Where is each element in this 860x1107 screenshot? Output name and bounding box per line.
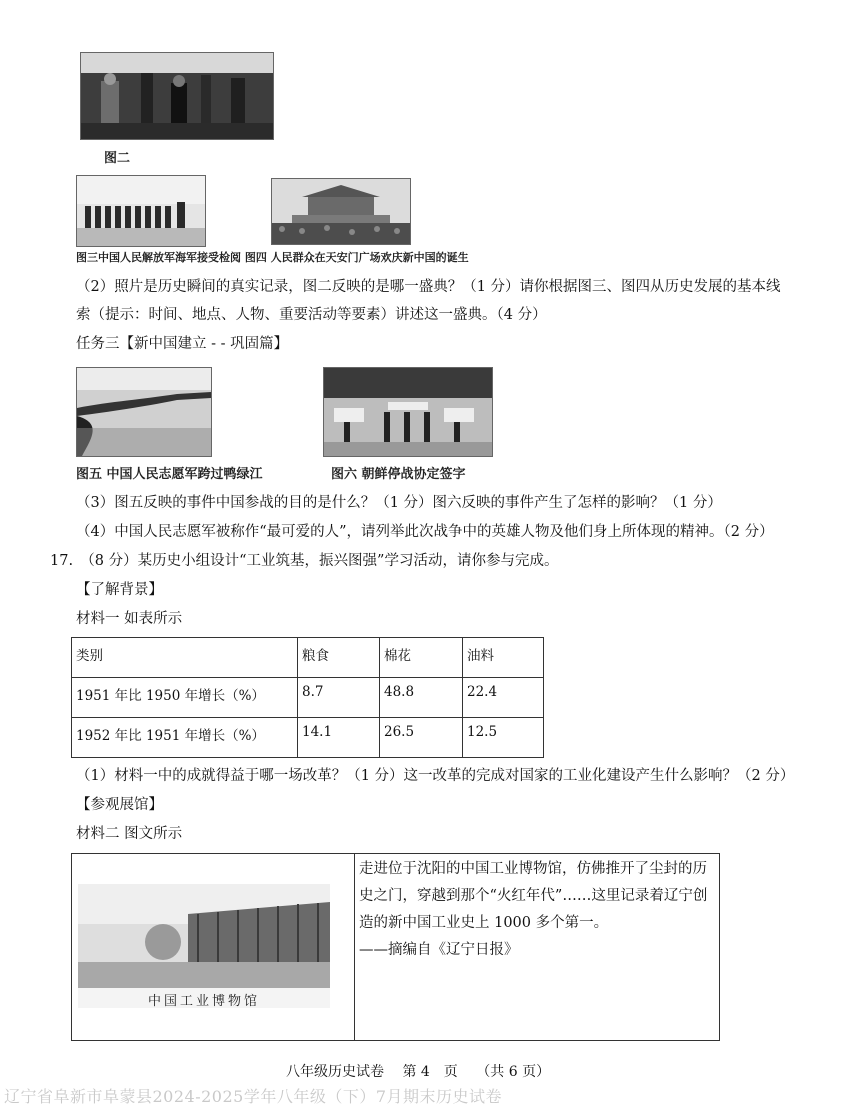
page-footer: 八年级历史试卷 第 4 页 （共 6 页）	[286, 1064, 551, 1080]
section-exhibit-heading: 【参观展馆】	[76, 797, 163, 813]
question-17: 17. （8 分）某历史小组设计“工业筑基，振兴图强”学习活动，请你参与完成。	[50, 553, 559, 569]
material-2-text-line: 造的新中国工业史上 1000 多个第一。	[359, 915, 609, 931]
material-2-label: 材料二 图文所示	[76, 826, 183, 842]
question-2-line-2: 索（提示：时间、地点、人物、重要活动等要素）讲述这一盛典。（4 分）	[76, 307, 547, 323]
question-4: （4）中国人民志愿军被称作“最可爱的人”，请列举此次战争中的英雄人物及他们身上所体现的精神。（2 分）	[76, 524, 774, 540]
source-watermark: 辽宁省阜新市阜蒙县2024-2025学年八年级（下）7月期末历史试卷	[4, 1087, 503, 1106]
table-header-row	[72, 638, 544, 678]
material-2-divider	[354, 854, 355, 1040]
table-cell: 8.7	[298, 678, 380, 718]
statistics-table	[71, 637, 544, 758]
table-cell: 12.5	[463, 718, 544, 758]
material-2-source: ——摘编自《辽宁日报》	[359, 942, 519, 958]
table-header-cell: 油料	[463, 638, 544, 678]
table-cell: 1951 年比 1950 年增长（%）	[72, 678, 298, 718]
material-2-text-line: 史之门，穿越到那个“火红年代”……这里记录着辽宁创	[359, 888, 708, 904]
figure-4-photo	[271, 178, 411, 245]
museum-photo-caption: 中国工业博物馆	[147, 994, 260, 1008]
table-cell: 1952 年比 1951 年增长（%）	[72, 718, 298, 758]
material-2-text-line: 走进位于沈阳的中国工业博物馆，仿佛推开了尘封的历	[359, 861, 707, 877]
figure-3-photo	[76, 175, 206, 247]
figure-2-photo	[80, 52, 274, 140]
question-3: （3）图五反映的事件中国参战的目的是什么？（1 分）图六反映的事件产生了怎样的影响？（1 分）	[76, 495, 722, 511]
table-cell: 26.5	[380, 718, 463, 758]
figure-6-caption: 图六 朝鲜停战协定签字	[331, 467, 466, 482]
figure-5-caption: 图五 中国人民志愿军跨过鸭绿江	[76, 467, 263, 482]
figure-2-caption: 图二	[104, 151, 131, 166]
question-17-1: （1）材料一中的成就得益于哪一场改革？（1 分）这一改革的完成对国家的工业化建设产生什么影响？（2 分）	[76, 768, 795, 784]
table-row	[72, 718, 544, 758]
table-cell: 48.8	[380, 678, 463, 718]
section-background-heading: 【了解背景】	[76, 582, 163, 598]
question-2-line-1: （2）照片是历史瞬间的真实记录，图二反映的是哪一盛典？（1 分）请你根据图三、图四从历史发展的基本线	[76, 279, 781, 295]
figure-5-photo	[76, 367, 212, 457]
task-3-heading: 任务三【新中国建立 - - 巩固篇】	[76, 336, 289, 352]
table-header-cell: 粮食	[298, 638, 380, 678]
table-header-cell: 棉花	[380, 638, 463, 678]
table-cell: 22.4	[463, 678, 544, 718]
museum-photo	[78, 884, 330, 1008]
table-row	[72, 678, 544, 718]
table-header-cell: 类别	[72, 638, 298, 678]
material-1-label: 材料一 如表所示	[76, 611, 183, 627]
table-cell: 14.1	[298, 718, 380, 758]
material-2-box	[71, 853, 720, 1041]
figure-6-photo	[323, 367, 493, 457]
material-2-text	[359, 856, 715, 964]
figure-3-4-caption: 图三中国人民解放军海军接受检阅 图四 人民群众在天安门广场欢庆新中国的诞生	[76, 251, 469, 264]
